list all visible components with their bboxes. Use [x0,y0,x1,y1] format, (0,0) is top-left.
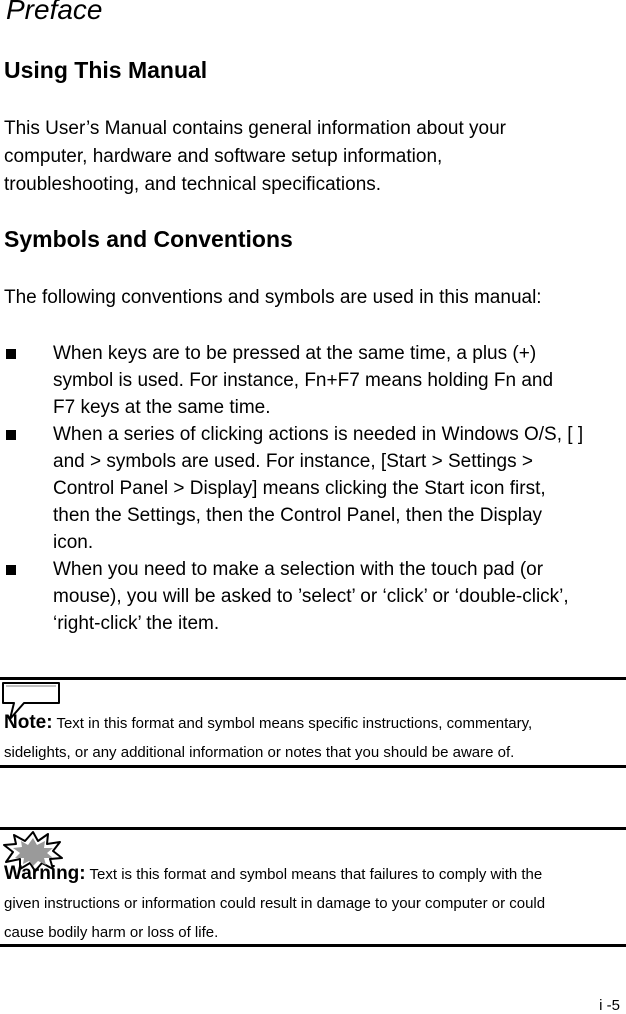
warning-text [4,859,614,947]
paragraph-line: computer, hardware and software setup information, [4,146,443,167]
note-label: Note: [4,712,53,733]
warning-line: Text is this format and symbol means that failures to comply with the [89,866,543,883]
list-line: and > symbols are used. For instance, [Start > Settings > [53,451,534,472]
section-heading-using-manual: Using This Manual [4,57,208,83]
manual-intro-paragraph [4,115,604,199]
list-item [0,340,626,421]
note-top-rule [0,677,626,680]
warning-line: cause bodily harm or loss of life. [4,924,219,941]
page-number: i -5 [599,997,620,1014]
list-line: then the Settings, then the Control Panel, then the Display [53,505,543,526]
symbols-intro: The following conventions and symbols are used in this manual: [4,287,542,308]
list-line: ‘right-click’ the item. [53,613,220,634]
list-item [0,556,626,637]
list-line: When a series of clicking actions is needed in Windows O/S, [ ] [53,424,584,445]
square-bullet-icon [6,565,16,575]
list-line: Control Panel > Display] means clicking the Start icon first, [53,478,546,499]
square-bullet-icon [6,430,16,440]
note-bottom-rule [0,765,626,768]
note-text [4,708,614,767]
list-line: symbol is used. For instance, Fn+F7 means holding Fn and [53,370,554,391]
warning-top-rule [0,827,626,830]
warning-label: Warning: [4,863,86,884]
list-line: icon. [53,532,94,553]
warning-line: given instructions or information could result in damage to your computer or could [4,895,546,912]
list-item [0,421,626,556]
section-heading-symbols: Symbols and Conventions [4,226,293,252]
page-title: Preface [6,0,103,25]
list-line: When keys are to be pressed at the same time, a plus (+) [53,343,537,364]
list-line: mouse), you will be asked to ’select’ or ‘click’ or ‘double-click’, [53,586,569,607]
paragraph-line: This User’s Manual contains general information about your [4,118,507,139]
note-line: sidelights, or any additional information or notes that you should be aware of. [4,744,515,761]
paragraph-line: troubleshooting, and technical specifications. [4,174,382,195]
list-line: When you need to make a selection with the touch pad (or [53,559,544,580]
square-bullet-icon [6,349,16,359]
list-line: F7 keys at the same time. [53,397,271,418]
warning-bottom-rule [0,944,626,947]
conventions-list [0,340,626,637]
note-line: Text in this format and symbol means specific instructions, commentary, [56,715,533,732]
